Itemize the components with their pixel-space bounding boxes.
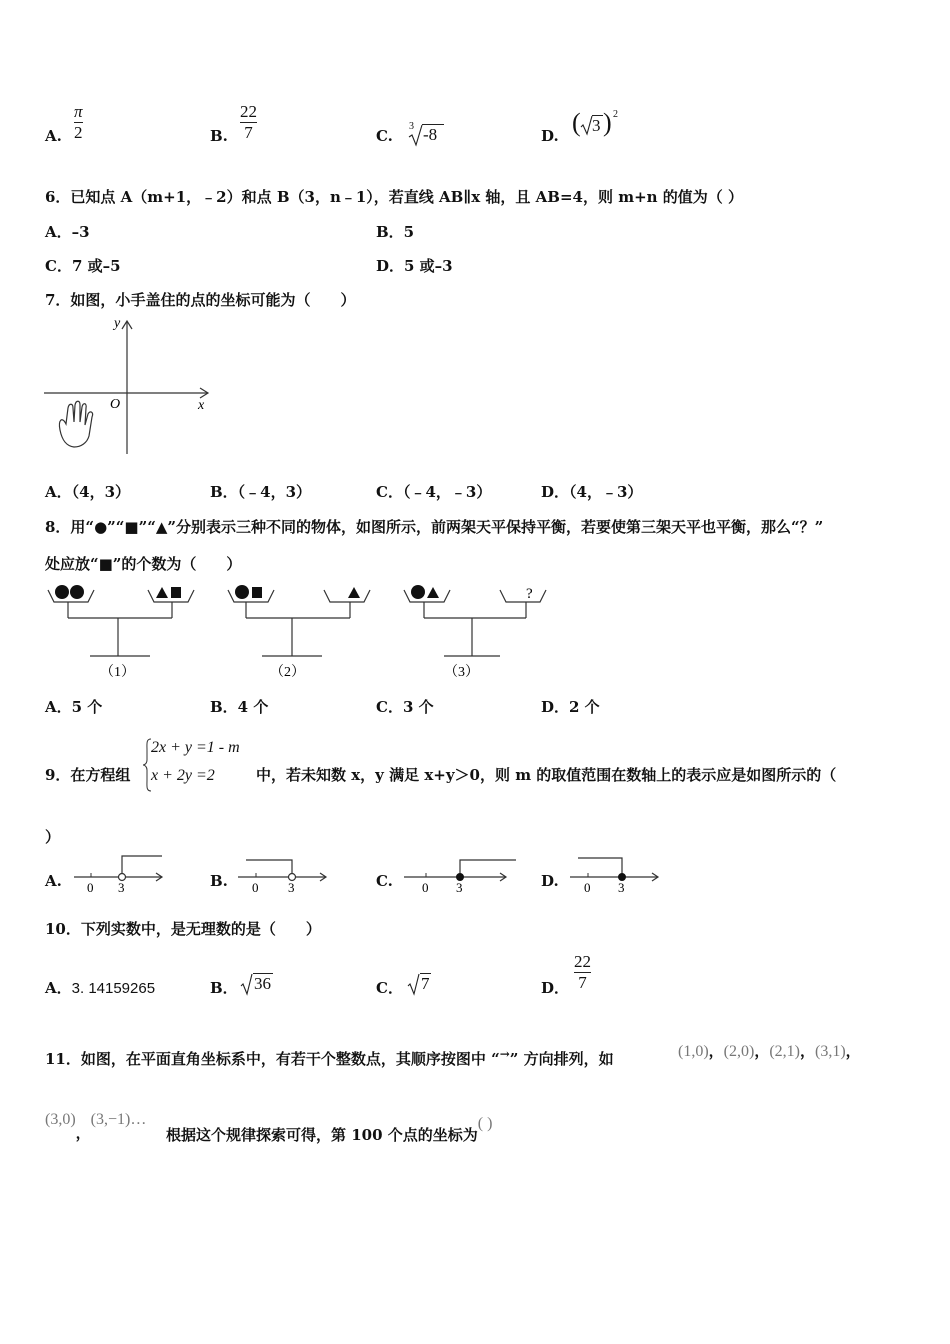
equation-1: 2x + y =1 - m [151, 739, 240, 756]
right-arrow-icon: → [499, 1047, 510, 1061]
q5-option-a-fraction [74, 102, 83, 143]
q9-stem-suffix: 中，若未知数 x，y 满足 x+y＞0，则 m 的取值范围在数轴上的表示应是如图所示的（ [256, 766, 837, 784]
option-letter: A． [45, 979, 72, 997]
balance-1 [48, 590, 194, 656]
q8-option-a[interactable]: A．5 个 [45, 698, 103, 716]
q9-option-a[interactable] [45, 872, 62, 890]
q8-option-c[interactable]: C．3 个 [376, 698, 434, 716]
tick-label-0: 0 [252, 880, 259, 895]
circle-icon [55, 585, 69, 599]
denominator: 7 [244, 123, 253, 142]
radicand: 7 [421, 974, 430, 993]
q10-option-d[interactable] [541, 977, 569, 998]
q5-option-b-fraction [240, 102, 257, 143]
q7-option-d[interactable]: D．（4，﹣3） [541, 483, 643, 501]
q10-option-b-sqrt [240, 970, 280, 998]
question-mark: ? [526, 586, 533, 602]
separator: ， [800, 1042, 816, 1060]
balance-3 [404, 590, 546, 656]
numerator: 22 [240, 102, 257, 121]
tick-label-3: 3 [118, 880, 125, 895]
point-label: (3,0) [45, 1111, 76, 1128]
q10-option-b[interactable] [210, 977, 238, 998]
denominator: 7 [578, 973, 587, 992]
q6-option-c[interactable]: C．7 或–5 [45, 257, 121, 275]
square-icon [171, 587, 181, 598]
q5-option-c-cube-root [406, 121, 456, 147]
q9-option-b[interactable] [210, 872, 228, 890]
q6-option-a[interactable]: A．–3 [45, 223, 90, 241]
answer-blank[interactable]: ( ) [477, 1115, 493, 1132]
point-label: (2,1) [769, 1043, 800, 1060]
option-letter: D. [541, 127, 559, 145]
option-letter: C. [376, 127, 393, 145]
option-letter: A. [45, 872, 62, 890]
origin-label: O [110, 397, 121, 412]
option-letter: D． [541, 979, 570, 997]
q8-option-d[interactable]: D．2 个 [541, 698, 600, 716]
right-paren: ) [603, 108, 612, 137]
triangle-icon [348, 587, 360, 598]
option-letter: C． [376, 979, 403, 997]
tick-label-0: 0 [87, 880, 94, 895]
circle-icon [411, 585, 425, 599]
ellipsis: … [130, 1111, 147, 1128]
radical-sign-icon [407, 972, 421, 996]
q8-option-b[interactable]: B．4 个 [210, 698, 269, 716]
balance-2 [228, 590, 370, 656]
y-axis-label: y [114, 316, 121, 331]
q7-coordinate-figure [40, 312, 220, 460]
radicand: -8 [423, 125, 438, 144]
q9-equation-system [140, 737, 260, 793]
q9-option-d[interactable] [541, 872, 559, 890]
q5-option-d[interactable] [541, 127, 559, 145]
option-letter: B. [210, 127, 228, 145]
q6-option-d[interactable]: D．5 或–3 [376, 257, 453, 275]
q8-stem-line2: 处应放“■”的个数为（ ） [45, 555, 242, 573]
tick-label-0: 0 [584, 880, 591, 895]
square-icon [252, 587, 262, 598]
q5-option-d-power [572, 108, 632, 142]
left-paren: ( [572, 108, 581, 137]
option-letter: B. [210, 872, 228, 890]
radicand: 36 [254, 974, 271, 993]
separator: ， [75, 1124, 91, 1142]
tick-label-3: 3 [456, 880, 463, 895]
equation-2: x + 2y =2 [151, 767, 215, 784]
option-value: 3. 14159265 [71, 980, 156, 997]
point-label: (3,−1) [90, 1111, 131, 1128]
q6-option-b[interactable]: B．5 [376, 223, 415, 241]
balance-caption-1: （1） [100, 665, 135, 680]
x-axis-label: x [198, 398, 205, 413]
q9-option-d-number-line [568, 852, 664, 896]
separator: ， [708, 1042, 724, 1060]
q11-stem-line1 [45, 1048, 614, 1069]
q11-stem-line2-text [166, 1115, 493, 1145]
point-label: (1,0) [678, 1043, 709, 1060]
circle-icon [235, 585, 249, 599]
q5-option-c[interactable] [376, 127, 393, 145]
q11-example-points [678, 1040, 861, 1061]
q11-stem-line2 [45, 1108, 147, 1142]
q6-stem: 6．已知点 A（m+1，﹣2）和点 B（3，n﹣1），若直线 AB∥x 轴，且 AB=4，则 m+n 的值为（ ） [45, 188, 743, 206]
numerator: π [74, 102, 83, 121]
denominator: 2 [74, 123, 83, 142]
circle-icon [70, 585, 84, 599]
point-label: (3,1) [815, 1043, 846, 1060]
separator: ， [754, 1042, 770, 1060]
option-letter: B． [210, 979, 238, 997]
q11-text-part2: ” 方向排列，如 [509, 1050, 614, 1068]
q10-option-a[interactable] [45, 977, 155, 998]
option-letter: D. [541, 872, 559, 890]
q9-option-c[interactable] [376, 872, 393, 890]
q8-balance-figure [40, 578, 570, 686]
triangle-icon [427, 587, 439, 598]
q9-option-c-number-line [402, 852, 520, 896]
q10-stem: 10．下列实数中，是无理数的是（ ） [45, 920, 321, 938]
hand-icon [59, 401, 92, 447]
root-index: 3 [409, 121, 414, 132]
tick-label-3: 3 [288, 880, 295, 895]
q10-option-c-sqrt [407, 970, 439, 998]
tick-label-3: 3 [618, 880, 625, 895]
balance-caption-3: （3） [444, 665, 479, 680]
option-letter: A. [45, 127, 62, 145]
radicand: 3 [592, 116, 601, 135]
exponent: 2 [613, 109, 618, 120]
q7-stem: 7．如图，小手盖住的点的坐标可能为（ ） [45, 291, 356, 309]
tick-label-0: 0 [422, 880, 429, 895]
separator: ， [845, 1042, 861, 1060]
q9-stem-prefix: 9．在方程组 [45, 766, 131, 784]
q8-stem-line1: 8．用“●”“■”“▲”分别表示三种不同的物体，如图所示，前两架天平保持平衡，若要使第三架天平也平衡，那么“？” [45, 518, 824, 536]
q11-text-part3: 根据这个规律探索可得，第 100 个点的坐标为 [166, 1126, 478, 1144]
q10-option-d-fraction [574, 952, 591, 993]
q5-option-b[interactable] [210, 127, 228, 145]
q5-option-a[interactable] [45, 127, 62, 145]
q7-option-b[interactable]: B．（﹣4，3） [210, 483, 312, 501]
q11-text-part1: 11．如图，在平面直角坐标系中，有若干个整数点，其顺序按图中 “ [45, 1050, 500, 1068]
point-label: (2,0) [723, 1043, 755, 1060]
radical-sign-icon [240, 972, 254, 996]
radical-sign-icon [408, 123, 424, 147]
q9-option-a-number-line [72, 852, 168, 896]
balance-caption-2: （2） [270, 665, 305, 680]
q9-stem-close: ） [45, 828, 61, 846]
option-letter: C. [376, 872, 393, 890]
triangle-icon [156, 587, 168, 598]
q10-option-c[interactable] [376, 977, 403, 998]
q7-option-c[interactable]: C．（﹣4，﹣3） [376, 483, 492, 501]
numerator: 22 [574, 952, 591, 971]
q7-option-a[interactable]: A．（4，3） [45, 483, 131, 501]
q9-option-b-number-line [236, 852, 332, 896]
